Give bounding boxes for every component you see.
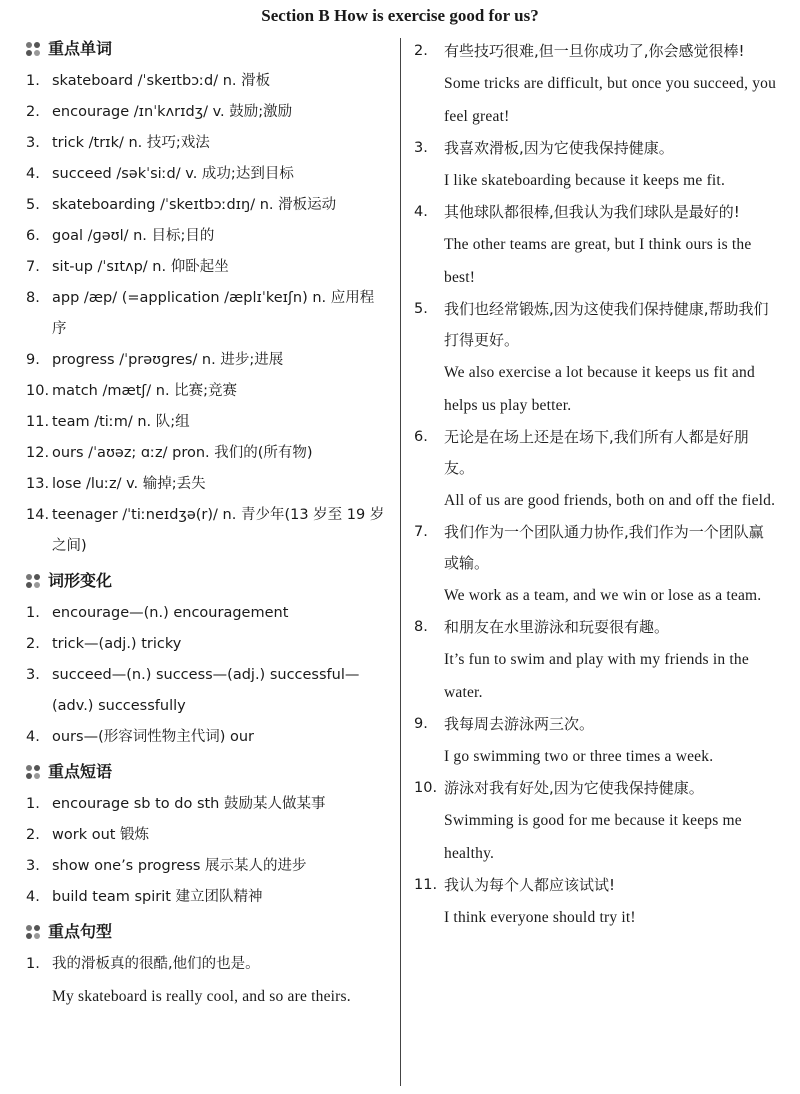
left-column — [24, 36, 388, 1013]
item-number: 1. — [26, 605, 40, 621]
item-number: 2. — [26, 827, 40, 843]
item-text: goal /ɡəʊl/ n. 目标;目的 — [52, 228, 215, 244]
item-number: 9. — [26, 352, 40, 368]
sentence-item — [24, 949, 388, 1013]
section-heading-forms — [24, 570, 388, 592]
item-number: 6. — [26, 228, 40, 244]
sentence-chinese: 有些技巧很难,但一旦你成功了,你会感觉很棒! — [444, 42, 745, 60]
sentence-chinese: 我认为每个人都应该试试! — [444, 876, 616, 894]
list-item — [24, 252, 388, 283]
sentence-item — [414, 709, 778, 773]
item-number: 11. — [414, 877, 438, 893]
item-text: encourage /ɪnˈkʌrɪdʒ/ v. 鼓励;激励 — [52, 104, 293, 120]
item-number: 10. — [414, 780, 438, 796]
list-item — [24, 629, 388, 660]
section-heading-text: 重点短语 — [48, 762, 113, 781]
sentence-chinese: 和朋友在水里游泳和玩耍很有趣。 — [444, 618, 670, 636]
item-number: 8. — [414, 619, 428, 635]
sentence-item — [414, 422, 778, 517]
list-item — [24, 598, 388, 629]
item-number: 4. — [414, 204, 428, 220]
list-item — [24, 283, 388, 345]
sentence-english: Swimming is good for me because it keeps me healthy. — [444, 812, 742, 862]
item-text: encourage sb to do sth 鼓励某人做某事 — [52, 796, 326, 812]
sentence-item — [414, 133, 778, 197]
item-number: 1. — [26, 73, 40, 89]
sentence-item — [414, 612, 778, 709]
item-number: 11. — [26, 414, 50, 430]
item-number: 14. — [26, 507, 50, 523]
sentences-list-left — [24, 949, 388, 1013]
section-bullet-icon — [26, 765, 40, 779]
item-text: succeed /səkˈsiːd/ v. 成功;达到目标 — [52, 166, 294, 182]
section-bullet-icon — [26, 42, 40, 56]
list-item — [24, 722, 388, 753]
item-text: match /mætʃ/ n. 比赛;竞赛 — [52, 383, 238, 399]
sentence-english: The other teams are great, but I think ours is the best! — [444, 236, 752, 286]
item-text: team /tiːm/ n. 队;组 — [52, 414, 190, 430]
phrases-list — [24, 789, 388, 913]
list-item — [24, 221, 388, 252]
item-text: succeed—(n.) success—(adj.) successful—(adv.) successfully — [52, 667, 360, 714]
list-item — [24, 66, 388, 97]
item-number: 6. — [414, 429, 428, 445]
sentence-english: My skateboard is really cool, and so are theirs. — [52, 988, 351, 1005]
item-text: sit-up /ˈsɪtʌp/ n. 仰卧起坐 — [52, 259, 229, 275]
sentence-chinese: 游泳对我有好处,因为它使我保持健康。 — [444, 779, 704, 797]
item-number: 4. — [26, 729, 40, 745]
item-number: 5. — [26, 197, 40, 213]
sentence-english: It’s fun to swim and play with my friends in the water. — [444, 651, 749, 701]
item-number: 5. — [414, 301, 428, 317]
item-number: 7. — [414, 524, 428, 540]
list-item — [24, 345, 388, 376]
item-number: 7. — [26, 259, 40, 275]
section-heading-sentences — [24, 921, 388, 943]
item-text: ours—(形容词性物主代词) our — [52, 729, 255, 745]
item-number: 3. — [26, 135, 40, 151]
section-bullet-icon — [26, 925, 40, 939]
list-item — [24, 820, 388, 851]
list-item — [24, 128, 388, 159]
section-heading-vocab — [24, 38, 388, 60]
item-number: 4. — [26, 166, 40, 182]
list-item — [24, 469, 388, 500]
item-number: 3. — [26, 858, 40, 874]
sentence-english: I go swimming two or three times a week. — [444, 748, 714, 765]
item-number: 1. — [26, 796, 40, 812]
sentence-item — [414, 773, 778, 870]
sentence-item — [414, 197, 778, 294]
item-number: 12. — [26, 445, 50, 461]
item-number: 3. — [26, 667, 40, 683]
item-text: encourage—(n.) encouragement — [52, 605, 289, 621]
item-number: 10. — [26, 383, 50, 399]
item-text: trick /trɪk/ n. 技巧;戏法 — [52, 135, 210, 151]
section-heading-phrases — [24, 761, 388, 783]
item-number: 3. — [414, 140, 428, 156]
list-item — [24, 190, 388, 221]
item-number: 2. — [26, 104, 40, 120]
item-number: 4. — [26, 889, 40, 905]
item-number: 1. — [26, 956, 40, 972]
sentence-chinese: 我喜欢滑板,因为它使我保持健康。 — [444, 139, 674, 157]
item-number: 8. — [26, 290, 40, 306]
column-divider — [400, 38, 401, 1086]
sentence-chinese: 我们也经常锻炼,因为这使我们保持健康,帮助我们打得更好。 — [444, 300, 769, 349]
sentence-english: All of us are good friends, both on and off the field. — [444, 492, 776, 509]
sentence-item — [414, 294, 778, 422]
sentence-english: We work as a team, and we win or lose as a team. — [444, 587, 762, 604]
section-heading-text: 词形变化 — [48, 571, 113, 590]
item-text: ours /ˈaʊəz; ɑːz/ pron. 我们的(所有物) — [52, 445, 313, 461]
item-text: build team spirit 建立团队精神 — [52, 889, 263, 905]
item-number: 2. — [26, 636, 40, 652]
list-item — [24, 376, 388, 407]
vocab-list — [24, 66, 388, 562]
list-item — [24, 159, 388, 190]
item-text: trick—(adj.) tricky — [52, 636, 182, 652]
section-heading-text: 重点单词 — [48, 39, 113, 58]
list-item — [24, 97, 388, 128]
item-text: skateboarding /ˈskeɪtbɔːdɪŋ/ n. 滑板运动 — [52, 197, 337, 213]
sentence-english: Some tricks are difficult, but once you succeed, you feel great! — [444, 75, 777, 125]
item-number: 13. — [26, 476, 50, 492]
sentence-chinese: 我的滑板真的很酷,他们的也是。 — [52, 956, 260, 972]
word-forms-list — [24, 598, 388, 753]
item-number: 9. — [414, 716, 428, 732]
sentence-chinese: 无论是在场上还是在场下,我们所有人都是好朋友。 — [444, 428, 749, 477]
sentence-item — [414, 36, 778, 133]
list-item — [24, 407, 388, 438]
item-text: lose /luːz/ v. 输掉;丢失 — [52, 476, 206, 492]
list-item — [24, 851, 388, 882]
page-title: Section B How is exercise good for us? — [261, 6, 539, 25]
item-text: progress /ˈprəʊɡres/ n. 进步;进展 — [52, 352, 284, 368]
sentence-chinese: 我每周去游泳两三次。 — [444, 715, 595, 733]
list-item — [24, 660, 388, 722]
item-text: work out 锻炼 — [52, 827, 150, 843]
list-item — [24, 438, 388, 469]
item-text: skateboard /ˈskeɪtbɔːd/ n. 滑板 — [52, 73, 271, 89]
item-number: 2. — [414, 43, 428, 59]
sentence-chinese: 其他球队都很棒,但我认为我们球队是最好的! — [444, 203, 740, 221]
item-text: teenager /ˈtiːneɪdʒə(r)/ n. 青少年(13 岁至 19 岁之间) — [52, 507, 385, 554]
sentence-item — [414, 517, 778, 612]
item-text: app /æp/ (=application /æplɪˈkeɪʃn) n. 应用程序 — [52, 290, 375, 337]
sentence-english: I think everyone should try it! — [444, 909, 636, 926]
sentence-item — [414, 870, 778, 934]
section-heading-text: 重点句型 — [48, 922, 113, 941]
list-item — [24, 882, 388, 913]
item-text: show one’s progress 展示某人的进步 — [52, 858, 307, 874]
sentence-english: We also exercise a lot because it keeps us fit and helps us play better. — [444, 364, 755, 414]
list-item — [24, 789, 388, 820]
sentence-english: I like skateboarding because it keeps me fit. — [444, 172, 726, 189]
sentences-list-right — [414, 36, 778, 934]
list-item — [24, 500, 388, 562]
section-bullet-icon — [26, 574, 40, 588]
sentence-chinese: 我们作为一个团队通力协作,我们作为一个团队赢或输。 — [444, 523, 764, 572]
